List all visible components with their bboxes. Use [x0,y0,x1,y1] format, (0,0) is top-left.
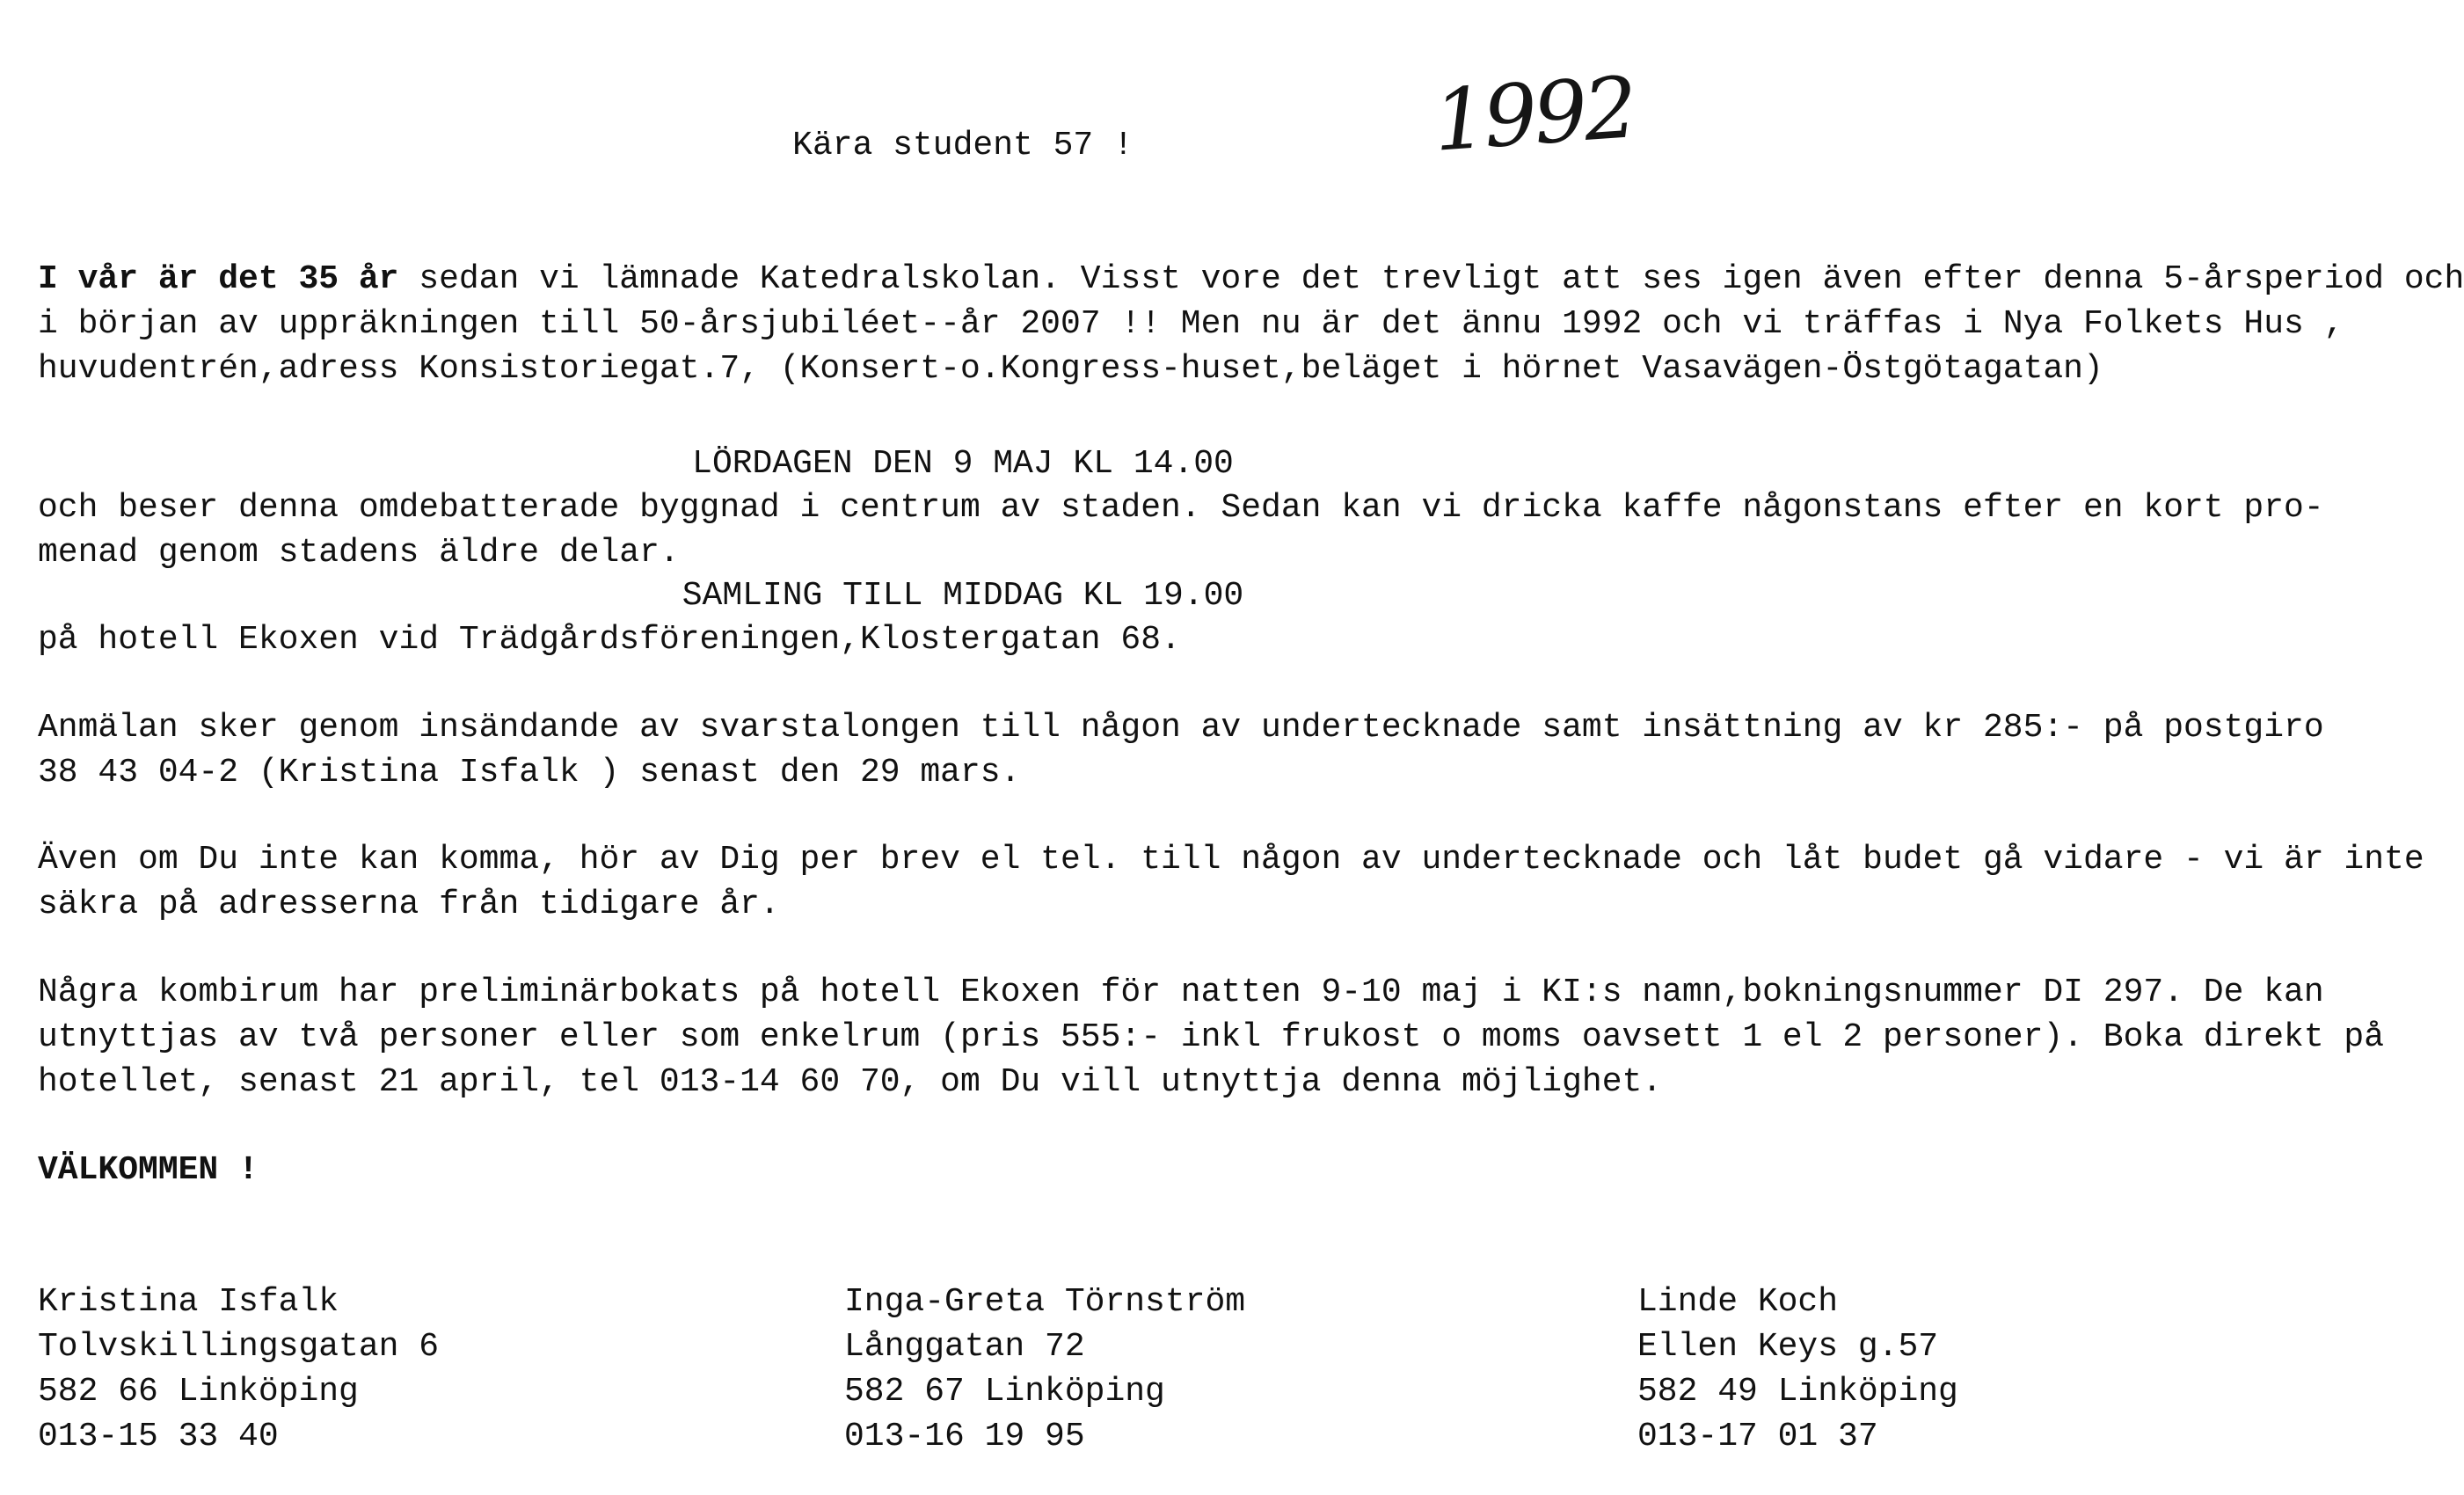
hotel-line-3: hotellet, senast 21 april, tel 013-14 60 70, om Du vill utnyttja denna möjlighet. [38,1063,1663,1101]
signatory-name: Inga-Greta Törnström [844,1283,1246,1321]
hotel-line-2: utnyttjas av två personer eller som enkelrum (pris 555:- inkl frukost o moms oavsett 1 el 2 personer). Boka direkt på [38,1018,2385,1056]
dinner-paragraph [38,617,1955,662]
registration-paragraph [38,705,2324,795]
contact-line-2: säkra på adresserna från tidigare år. [38,886,780,923]
building-line-2: menad genom stadens äldre delar. [38,534,680,572]
registration-line-2: 38 43 04-2 (Kristina Isfalk ) senast den 29 mars. [38,754,1021,791]
hotel-paragraph [38,970,2385,1105]
intro-line-1-rest: sedan vi lämnade Katedralskolan. Visst vore det trevligt att ses igen även efter denna 5-årsperiod och [398,260,2464,298]
signatory-block [844,1280,1245,1459]
intro-line-2: i början av uppräkningen till 50-årsjubiléet--år 2007 !! Men nu är det ännu 1992 och vi träffas i Nya Folkets Hus , [38,305,2344,343]
signatory-phone: 013-15 33 40 [38,1418,279,1455]
intro-paragraph [38,257,2464,391]
contact-line-1: Även om Du inte kan komma, hör av Dig per brev el tel. till någon av undertecknade och låt budet gå vidare - vi är inte [38,841,2424,879]
intro-line-3: huvudentrén,adress Konsistoriegat.7, (Konsert-o.Kongress-huset,beläget i hörnet Vasavägen-Östgötagatan) [38,350,2103,388]
welcome-text: VÄLKOMMEN ! [38,1151,259,1189]
signatory-phone: 013-16 19 95 [844,1418,1085,1455]
handwritten-year: 1992 [1430,58,1637,171]
building-line-1: och beser denna omdebatterade byggnad i centrum av staden. Sedan kan vi dricka kaffe någonstans efter en kort pro- [38,489,2324,527]
signatory-street: Tolvskillingsgatan 6 [38,1328,440,1366]
intro-bold-phrase: I vår är det 35 år [38,260,399,298]
signatory-street: Långgatan 72 [844,1328,1085,1366]
signatory-city: 582 49 Linköping [1637,1373,1958,1411]
signatory-name: Kristina Isfalk [38,1283,339,1321]
signatory-block [1637,1280,1958,1459]
registration-line-1: Anmälan sker genom insändande av svarstalongen till någon av undertecknade samt insättning av kr 285:- på postgiro [38,709,2324,747]
dinner-line-1: på hotell Ekoxen vid Trädgårdsföreningen,Klostergatan 68. [38,621,1181,659]
signatory-phone: 013-17 01 37 [1637,1418,1878,1455]
contact-paragraph [38,837,2424,927]
hotel-line-1: Några kombirum har preliminärbokats på hotell Ekoxen för natten 9-10 maj i KI:s namn,bokningsnummer DI 297. De kan [38,974,2324,1011]
letter-title: Kära student 57 ! [792,127,1134,164]
signatory-block [38,1280,439,1459]
event-heading-afternoon: LÖRDAGEN DEN 9 MAJ KL 14.00 [692,445,1234,483]
intro-line-1 [38,257,2464,302]
signatory-city: 582 66 Linköping [38,1373,359,1411]
signatory-city: 582 67 Linköping [844,1373,1165,1411]
signatory-name: Linde Koch [1637,1283,1839,1321]
signatory-street: Ellen Keys g.57 [1637,1328,1939,1366]
event-heading-dinner: SAMLING TILL MIDDAG KL 19.00 [682,577,1244,615]
building-paragraph [38,485,2324,575]
